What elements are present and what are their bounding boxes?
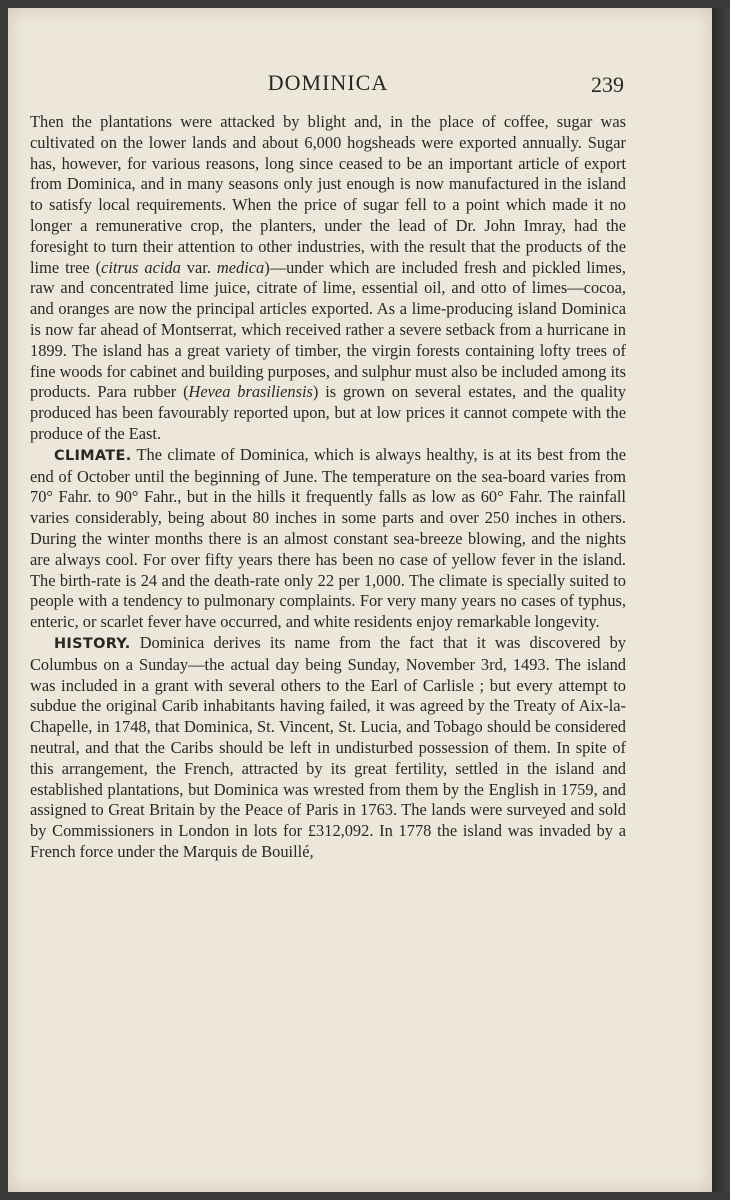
rubber-species-name: Hevea brasiliensis [188,382,313,402]
paragraph-history: HISTORY. Dominica derives its name from the fact that it was discovered by Columbus on a Sunday—the actual day being Sunday, November 3rd, 1493. The island was included in a grant with several others to the Earl of Carlisle ; but every attempt to subdue the original Carib inhabitants having failed, it was agreed by the Treaty of Aix-la-Chapelle, in 1748, that Dominica, St. Vincent, St. Lucia, and Tobago should be considered neutral, and that the Caribs should be left in undisturbed possession of them. In spite of this arrangement, the French, attracted by its great fertility, settled in the island and established plantations, but Dominica was wrested from them by the English in 1759, and assigned to Great Britain by the Peace of Paris in 1763. The lands were surveyed and sold by Commissioners in London in lots for £312,092. In 1778 the island was invaded by a French force under the Marquis de Bouillé, [30,632,626,861]
page-edge-shadow [712,8,730,1192]
variety-name: medica [216,257,265,277]
history-heading: HISTORY. [54,635,131,652]
book-page [8,8,712,1192]
paragraph-climate: CLIMATE. The climate of Dominica, which is always healthy, is at its best from the end of October until the beginning of June. The temperature on the sea-board varies from 70° Fahr. to 90° Fahr., but in the hills it frequently falls as low as 60° Fahr. The rainfall varies considerably, being about 80 inches in some parts and over 250 inches in others. During the winter months there is an almost constant sea-breeze blowing, and the nights are always cool. For over fifty years there has been no case of yellow fever in the island. The birth-rate is 24 and the death-rate only 22 per 1,000. The climate is specially suited to people with a tendency to pulmonary complaints. For very many years no cases of typhus, enteric, or scarlet fever have occurred, and white residents enjoy remarkable longevity. [30,444,626,632]
paragraph-lime-industry: Then the plantations were attacked by blight and, in the place of coffee, sugar was cultivated on the lower lands and about 6,000 hogsheads were exported annually. Sugar has, however, for various reasons, long since ceased to be an important article of export from Dominica, and in many seasons only just enough is now manufactured in the island to satisfy local requirements. When the price of sugar fell to a point which made it no longer a remunerative crop, the planters, under the lead of Dr. John Imray, had the foresight to turn their attention to other industries, with the result that the products of the lime tree (citrus acida var. medica)—under which are included fresh and pickled limes, raw and concentrated lime juice, citrate of lime, essential oil, and otto of limes—cocoa, and oranges are now the principal articles exported. As a lime-producing island Dominica is now far ahead of Montserrat, which received rather a severe setback from a hurricane in 1899. The island has a great variety of timber, the virgin forests containing lofty trees of fine woods for cabinet and building purposes, and sulphur must also be included among its products. Para rubber (Hevea brasiliensis) is grown on several estates, and the quality produced has been favourably reported upon, but at low prices it cannot compete with the produce of the East. [30,112,626,443]
climate-heading: CLIMATE. [54,447,132,464]
body-text [30,112,626,863]
species-name: citrus acida [101,257,181,277]
page-number: 239 [591,72,624,97]
running-title: DOMINICA [267,70,389,95]
running-header [8,70,712,104]
